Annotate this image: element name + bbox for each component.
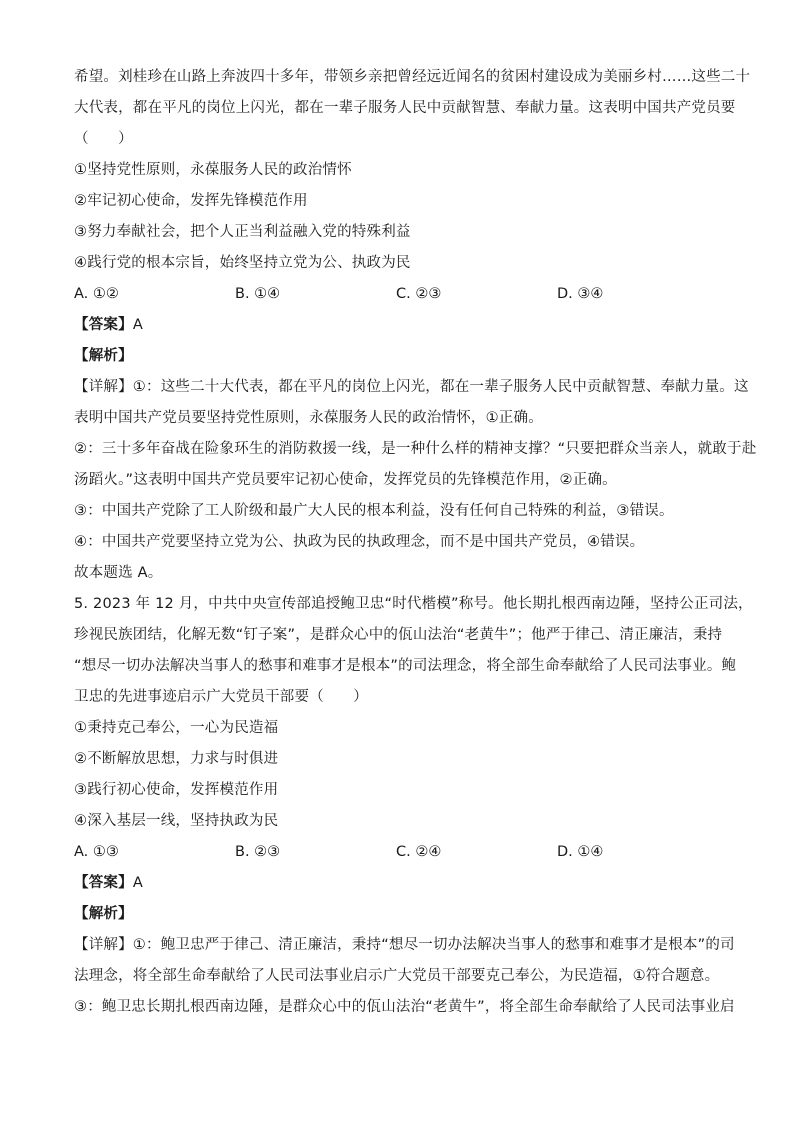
- option-c: C. ②③: [396, 286, 442, 302]
- answer-value: A: [132, 317, 143, 333]
- detail-line: 汤蹈火。”这表明中国共产党员要牢记初心使命，发挥党员的先锋模范作用，②正确。: [74, 472, 617, 488]
- detail-line: ②：三十多年奋战在险象环生的消防救援一线，是一种什么样的精神支撑？“只要把群众当亲人，就敢于赴: [74, 441, 757, 457]
- option-c: C. ②④: [396, 844, 442, 860]
- question-stem-line: 卫忠的先进事迹启示广大党员干部要（ ）: [74, 689, 368, 705]
- detail-line: 【详解】①：这些二十大代表，都在平凡的岗位上闪光，都在一辈子服务人民中贡献智慧、奉献力量。这: [74, 379, 749, 395]
- option-b: B. ①④: [235, 286, 281, 302]
- question-stem-line: 珍视民族团结，化解无数“钉子案”，是群众心中的佤山法治“老黄牛”；他严于律己、清正廉洁，秉持: [74, 627, 723, 643]
- question-stem-line: （ ）: [74, 131, 133, 147]
- detail-line: ④：中国共产党要坚持立党为公、执政为民的执政理念，而不是中国共产党员，④错误。: [74, 534, 645, 550]
- statement-item: ④践行党的根本宗旨，始终坚持立党为公、执政为民: [74, 255, 411, 271]
- analysis-line: [74, 341, 724, 372]
- statement-item: ①秉持克己奉公，一心为民造福: [74, 720, 279, 736]
- answer-line: [74, 868, 724, 899]
- question-stem-line: 5. 2023 年 12 月，中共中央宣传部追授鲍卫忠“时代楷模”称号。他长期扎根西南边陲，坚持公正司法，: [74, 596, 753, 612]
- statement-item: ①坚持党性原则，永葆服务人民的政治情怀: [74, 162, 352, 178]
- option-d: D. ③④: [557, 286, 604, 302]
- question-stem-line: “想尽一切办法解决当事人的愁事和难事才是根本”的司法理念，将全部生命奉献给了人民司法事业。鲍: [74, 658, 737, 674]
- analysis-line: [74, 899, 724, 930]
- statement-item: ③努力奉献社会，把个人正当利益融入党的特殊利益: [74, 224, 411, 240]
- option-d: D. ①④: [557, 844, 604, 860]
- detail-line: 法理念，将全部生命奉献给了人民司法事业启示广大党员干部要克己奉公，为民造福，①符合题意。: [74, 968, 720, 984]
- analysis-label: 【解析】: [74, 906, 133, 922]
- detail-line: 故本题选 A。: [74, 565, 163, 581]
- option-a: A. ①③: [74, 844, 119, 860]
- option-a: A. ①②: [74, 286, 119, 302]
- option-b: B. ②③: [235, 844, 281, 860]
- question-4: [74, 62, 757, 589]
- answer-options: [74, 279, 724, 310]
- statement-item: ②不断解放思想，力求与时俱进: [74, 751, 279, 767]
- answer-options: [74, 837, 724, 868]
- statement-item: ④深入基层一线，坚持执政为民: [74, 813, 279, 829]
- statement-item: ③践行初心使命，发挥模范作用: [74, 782, 279, 798]
- detail-line: ③：鲍卫忠长期扎根西南边陲，是群众心中的佤山法治“老黄牛”，将全部生命奉献给了人民司法事业启: [74, 999, 735, 1015]
- detail-line: 表明中国共产党员要坚持党性原则，永葆服务人民的政治情怀，①正确。: [74, 410, 543, 426]
- answer-label: 【答案】: [74, 875, 133, 891]
- detail-line: 【详解】①：鲍卫忠严于律己、清正廉洁，秉持“想尽一切办法解决当事人的愁事和难事才是根本”的司: [74, 937, 735, 953]
- detail-line: ③：中国共产党除了工人阶级和最广大人民的根本利益，没有任何自己特殊的利益，③错误。: [74, 503, 674, 519]
- analysis-label: 【解析】: [74, 348, 133, 364]
- answer-label: 【答案】: [74, 317, 133, 333]
- answer-line: [74, 310, 724, 341]
- answer-value: A: [132, 875, 143, 891]
- question-stem-line: 希望。刘桂珍在山路上奔波四十多年，带领乡亲把曾经远近闻名的贫困村建设成为美丽乡村……这些二十: [74, 69, 751, 85]
- document-page: [74, 62, 757, 1023]
- question-stem-line: 大代表，都在平凡的岗位上闪光，都在一辈子服务人民中贡献智慧、奉献力量。这表明中国共产党员要: [74, 100, 736, 116]
- statement-item: ②牢记初心使命，发挥先锋模范作用: [74, 193, 308, 209]
- question-5: [74, 589, 753, 1023]
